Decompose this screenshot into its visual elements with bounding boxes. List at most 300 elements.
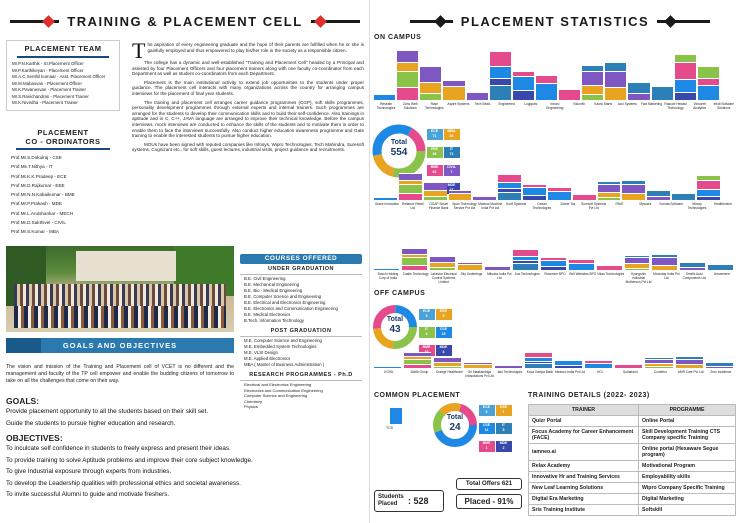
vision-text: The vision and mission of the Training and Placement cell of VCET is no different and the management and faculty of the TP cell empower and enable the budding citizens of tomorrow to take on all the challenges that come on their way. [6,364,234,384]
on-campus-tile: IT 71 [444,147,460,158]
students-placed-box [374,490,444,512]
on-row1-bar-segment [652,86,673,100]
on-row1-bar-segment [490,66,511,77]
on-row1-bar-segment [675,54,696,62]
on-row1-bar [536,75,557,100]
team-member: Mr.K.Nivedha - Placement Trainer [12,100,78,105]
on-campus-tile: CIVIL 7 [444,165,460,176]
off-row1-bar-segment [652,265,677,270]
common-total-label: Total [446,414,464,421]
on-row1-label: Kaoru Starts [594,102,613,106]
on-row2-bar [622,180,645,200]
on-campus-labels-row2 [374,202,736,210]
off-campus-tile: EEE 9 [436,309,452,320]
programme-cell: Employability skills [639,472,736,483]
on-row2-bar-segment [548,191,571,200]
on-row1-label: Accl Systems [617,102,637,106]
training-row [529,444,736,461]
objective-item: To inculcate self confidence in students to freely express and present their ideas. [6,445,231,452]
on-row2-label: Sonata Software [659,202,683,206]
off-row2-label: Orange Healthcare [435,370,463,374]
on-campus-tile: EEE 48 [427,147,443,158]
off-row1-bar-segment [485,266,510,270]
on-row1-bar [490,51,511,100]
programme-cell: Digital Marketing [639,494,736,505]
team-heading: PLACEMENT TEAM [24,44,102,53]
team-list [7,61,119,110]
on-row1-bar-segment [582,85,603,95]
off-row1-bar [430,256,455,270]
on-row1-bar-segment [605,87,626,100]
on-campus-tile: MBA 36 [444,129,460,140]
on-row1-bar [559,89,580,100]
ug-course: B.E. Computer Science and Engineering [244,294,322,299]
rp-course: Computer Science and Engineering [244,393,308,399]
on-row2-bar [697,175,720,200]
on-row2-bar-segment [399,193,422,200]
off-row1-label: Lakestar Electrical Control Systems Limited [430,272,457,284]
on-row2-bar-segment [622,184,645,193]
on-row1-label: Zoho Web Solutions [402,102,418,110]
on-row2-label: GOAP Smart Finance Bank [428,202,449,210]
on-row2-label: Grace Innovation [374,202,400,206]
on-row2-bar [672,193,695,201]
off-row1-bar-segment [513,249,538,256]
trainer-cell: iamneo.ai [529,444,639,461]
off-row2-bar [645,357,672,368]
on-row1-bar-segment [420,93,441,100]
rp-course: Electronics and Communication Engineering [244,387,323,393]
on-row2-bar [399,173,422,200]
off-row2-label: JAWA Group [410,370,429,374]
objective-item: To provide training to solve Aptitude problems and improve their core subject knowledge. [6,456,253,464]
intro-text [132,38,364,156]
training-col-trainer: TRAINER [529,405,639,416]
on-row2-bar-segment [697,189,720,196]
off-row1-bar [485,266,510,270]
on-row1-bar-segment [397,50,418,63]
on-row2-bar-segment [449,193,472,201]
on-row2-bar-segment [399,184,422,193]
on-row2-bar-segment [374,197,397,200]
off-row2-bar-segment [555,365,582,368]
pg-heading: POST GRADUATION [270,328,332,334]
off-row1-bar-segment [430,267,455,270]
off-row1-bar-segment [652,257,677,264]
off-row2-label: Meanzo India Pvt Ltd [555,370,585,374]
programme-cell: Online portal (Hexaware Segue program) [639,444,736,461]
on-row2-bar-segment [523,187,546,195]
on-row1-bar [582,65,603,100]
off-row2-bar [374,366,401,368]
ug-course: B.E. Mechanical Engineering [244,282,300,287]
on-row1-bar-segment [628,93,649,100]
pg-course: M.E. Applied Electronics [244,356,291,361]
drop-cap: T [132,38,146,63]
on-row2-bar-segment [598,197,621,200]
off-row1-bar-segment [597,265,622,270]
on-row1-bar [443,80,464,100]
trainer-cell: Focus Academy for Career Enhancement (FACE) [529,427,639,444]
off-row1-bar [625,255,650,270]
on-row2-label: Mytvairs [639,202,652,206]
on-row1-label: Fact Marketing [640,102,662,106]
on-row2-bar-segment [523,195,546,200]
off-row1-bar [708,264,733,270]
off-row1-bar-segment [541,266,566,270]
on-row1-bar-segment [605,62,626,70]
on-row1-bar-segment [420,82,441,93]
common-tile: EEE 1 [496,405,512,416]
on-row2-bar [523,184,546,200]
off-row2-bar-segment [434,366,461,368]
page-title-right: PLACEMENT STATISTICS [453,14,657,29]
on-campus-tile: BME 62 [427,165,443,176]
team-box [6,40,120,111]
off-row2-bar [495,365,522,368]
on-row2-bar-segment [573,194,596,200]
on-row1-bar-segment [490,51,511,66]
off-row1-label: Kyungshin Industrial Motherson Pvt Ltd [625,272,652,284]
off-row2-bar [555,359,582,368]
off-campus-labels-row2 [374,370,736,378]
goals-banner [6,338,234,353]
on-campus-tile: ECE 71 [427,129,443,140]
rp-course: Chemistry [244,398,263,404]
goal-item: Guide the students to pursue higher education and research. [6,419,176,427]
coordinator: Prof.Mr.P.Prakash - MDE [11,201,62,207]
on-row2-bar-segment [399,173,422,180]
on-row2-bar [473,196,496,201]
off-row1-label: Bell Websites BPO [569,272,597,276]
page-title-left: TRAINING & PLACEMENT CELL [59,14,310,29]
intro-para: The training and placement cell arranges career guidance programmes (CGP), soft skills programmes, personality development programmes through external experts and internal trainers. Such programmes are arranged for the students to develop their communication skills and to build their self-confidence. Also trainings in aptitude and in C, C++, JAVA language are arranged to improve their technical knowledge. Before the campus interviews, mock interviews are conducted to enhance the skills of the students and to motivate them in order to enable them to face the interviews successfully. Also conduct higher education awareness programme and Gate training to enable the interested students to pursue higher education. [132,99,364,139]
off-row1-label: Jsw Technologies [514,272,540,276]
objective-item: To develop the Leadership qualities with professional ethics and societal awareness. [6,479,241,487]
on-total-value: 554 [390,147,408,158]
on-row2-bar-segment [498,174,521,182]
off-row1-bar-segment [402,257,427,264]
on-row1-bar-segment [420,66,441,81]
on-row1-bar [605,62,626,100]
on-row1-bar [652,86,673,100]
programme-cell: Online Portal [639,416,736,427]
ug-course: B.E. Electronics and Communication Engineering [244,306,338,311]
coord-heading-1: PLACEMENT [37,128,89,137]
group-photo [6,246,234,332]
rp-course: Electrical and Electronics Engineering [244,382,312,387]
off-row1-bar [597,265,622,270]
off-row1-label: Rosemire BPO [544,272,566,276]
on-row1-bar-segment [698,78,719,85]
total-offers-box: Total Offers 621 [456,478,522,490]
objective-item: To give Industrial exposure through experts from industries. [6,468,172,475]
trainer-cell: Innovative Hr and Training Services [529,472,639,483]
training-row [529,483,736,494]
trainer-cell: Relax Academy [529,461,639,472]
off-row1-label: Castle Technology [402,272,429,276]
off-row2-label: Sri Maakambiga Infosolutions Pvt Ltd [465,370,494,378]
common-bar [390,408,402,424]
off-row2-bar [676,356,703,368]
off-row2-label: Kova Vompa Bank [526,370,553,374]
off-row1-label: Mitsuba India Pvt Ltd [487,272,512,280]
programme-cell: Motivational Program [639,461,736,472]
team-member: Mr.P.Karthikeyan - Placement Officer [12,67,84,73]
goals-heading: GOALS: [6,396,40,406]
coordinator-box [6,128,120,237]
off-row2-bar-segment [645,366,672,368]
team-member: Mr.K.Pavanesvari - Placement Trainer [12,87,86,92]
students-placed-value: : 528 [408,496,429,506]
off-total-value: 43 [389,324,401,335]
on-row1-bar-segment [605,71,626,88]
on-campus-tile: MDE [444,183,460,194]
on-row2-label: Mirosy Technologies [687,202,707,210]
intro-para: Placement is the main institutional activity to extend job opportunities to the students under proper guidance. The placement cell interacts with many organizations across the country for arranging campus interviews for the placement of final year students. [132,79,364,96]
programme-cell: Skill Development Training CTS Company specific Training [639,427,736,444]
objective-item: To invite successful Alumni to guide and motivate freshers. [6,491,170,498]
on-row1-bar-segment [513,76,534,90]
common-tile: IT 5 [496,423,512,434]
objectives-heading: OBJECTIVES: [6,433,63,443]
off-row2-bar-segment [374,366,401,368]
on-row1-label: Reseate Technologies [376,102,396,110]
trainer-cell: Quizr Portal [529,416,639,427]
on-row2-bar-segment [424,182,447,190]
on-row2-bar-segment [498,192,521,200]
on-row1-bar-segment [467,92,488,100]
right-panel [370,0,740,523]
off-row2-label: AMR Care Pvt Ltd [677,370,704,374]
on-row1-bar [467,92,488,100]
on-row2-bar-segment [622,193,645,200]
on-row2-label: Ocean Technologies [532,202,552,210]
on-row1-bar-segment [536,75,557,83]
off-campus-tile: MDE 3 [436,345,452,356]
programme-cell: Softskill [639,505,736,516]
trainer-cell: Sris Training Institute [529,505,639,516]
off-row2-label: Conethro [653,370,668,374]
ug-course: B.E. Electrical and Electronics Engineering [244,300,326,305]
off-row1-label: Bosch Holding Corp of India [377,272,399,280]
on-row2-bar-segment [647,196,670,200]
common-total-value: 24 [449,422,461,433]
trainer-cell: New Leaf Learning Solutions [529,483,639,494]
on-row1-bar-segment [397,71,418,88]
on-row1-label: Inboro Engineering [546,102,564,110]
on-row2-label: PAVE [615,202,624,206]
off-row2-label: KGISL [384,370,394,374]
on-row2-bar [573,194,596,200]
coordinator: Prof.Mr.D.Rajkumar - EEE [11,182,65,188]
on-row2-bar [548,187,571,201]
off-row2-bar-segment [585,363,612,368]
off-row1-bar-segment [680,267,705,270]
on-row2-bar [424,182,447,200]
coord-heading-2: CO - ORDINATORS [25,137,101,146]
coordinator: Prof.Mr.K.K.Pradeep - ECE [11,173,67,179]
off-row1-label: Vikas Technologies [597,272,625,276]
pg-course: M.E. Embedded System Technologies [244,344,317,349]
training-row [529,461,736,472]
off-row2-label: Zero Incidence [710,370,732,374]
training-body [529,416,736,516]
off-row1-label: Smells Auto Components Ltd [682,272,706,280]
on-row2-bar-segment [473,196,496,201]
on-row2-bar-segment [598,184,621,192]
on-row2-bar [598,181,621,200]
courses-box [240,254,362,410]
off-row2-label: Jani Technologies [497,370,523,374]
on-row2-label: Span Technology Service Pvt Ltd [452,202,477,210]
programme-cell: Wipro Company Specific Training [639,483,736,494]
placed-pct-box: Placed - 91% [456,494,522,509]
on-row2-bar-segment [697,180,720,189]
on-row1-bar-segment [628,82,649,93]
off-campus-labels-row1 [374,272,736,284]
off-campus-tile: CSE 15 [436,327,452,338]
on-row1-bar-segment [582,71,603,85]
on-row1-bar-segment [698,85,719,100]
on-row1-bar-segment [559,89,580,100]
on-row2-label: Kovil Systems [506,202,527,206]
training-row [529,494,736,505]
on-row2-bar [498,174,521,200]
ug-course: B.E. Medical Electronics [244,312,291,317]
ug-course: B.E. Bio - Medical Engineering [244,288,303,293]
goals-banner-text: GOALS AND OBJECTIVES [62,341,178,350]
on-row1-label: Engineered [498,102,515,106]
off-row2-bar [404,352,431,368]
coordinator: Prof.Ms.T.Nithya - IT [11,164,53,170]
off-row1-bar-segment [625,268,650,270]
common-heading: COMMON PLACEMENT [374,392,461,399]
off-row1-bar [652,254,677,270]
on-row1-label: Infoit Software Solutions [713,102,734,110]
common-tile: BME 1 [479,441,495,452]
off-row2-bar-segment [615,364,642,368]
training-col-programme: PROGRAMME [639,405,736,416]
pg-course: M.E. Computer Science and Engineering [244,338,322,343]
on-campus-heading: ON CAMPUS [374,34,422,41]
on-row1-bar-segment [582,94,603,100]
team-member: Mr.A.C.Senthil kumaar - Asst. Placement Officer [12,74,106,79]
common-tile: MDE 2 [496,441,512,452]
off-campus-bars-row2 [374,350,736,368]
off-row1-bar-segment [430,256,455,263]
coordinator: Prof.Mr.L.Arulshankar - MECH [11,210,74,216]
on-campus-bars-row2 [374,170,736,200]
coordinator: Prof.Mr.D.Sakthivel - CIVIL [11,220,66,226]
on-row1-bar [513,71,534,100]
common-donut [430,400,480,450]
off-row1-bar [402,248,427,270]
off-campus-bars-row1 [374,246,736,270]
training-row [529,427,736,444]
intro-para: The college has a dynamic and well-established "Training and Placement Cell" headed by a Principal and assisted by four Placement Officers and four placement trainers along with one faculty co-coordinator from each Department as well as student co-coordinators from each Department. [132,60,364,77]
on-row1-bar-segment [397,62,418,70]
off-row1-label: Moonday India Pvt Ltd [653,272,680,280]
common-tile: ECE 4 [479,405,495,416]
on-row1-bar [698,66,719,100]
on-row2-bar-segment [672,193,695,201]
off-row2-bar-segment [525,363,552,368]
coordinator: Prof.Mr.N.N.Kabaikumar - BME [11,192,75,198]
on-row1-label: Rasoob Hewasi Technology [664,102,687,110]
on-row1-bar [675,54,696,100]
off-total-label: Total [386,316,404,323]
ug-course: B.Tech. Information Technology [244,318,304,323]
off-row2-bar [585,360,612,368]
on-row1-bar-segment [536,83,557,100]
off-row1-bar-segment [708,264,733,270]
rp-heading: RESEARCH PROGRAMMES - Ph.D [249,372,353,378]
pg-course: M.E. VLSI Design [244,350,278,355]
off-row2-bar-segment [404,364,431,368]
off-row2-bar [706,362,733,368]
on-row1-bar-segment [698,66,719,77]
off-row1-bar [458,262,483,270]
goals-section [6,394,366,501]
on-row2-bar [647,190,670,200]
off-row2-bar-segment [676,364,703,368]
on-row2-bar-segment [424,196,447,200]
on-row1-bar-segment [675,62,696,79]
on-row1-label: Rave Technologies [425,102,444,110]
off-row2-bar [525,352,552,368]
on-row1-bar [628,82,649,100]
off-row1-bar [374,268,399,270]
on-row1-bar-segment [490,85,511,100]
off-row1-bar-segment [458,264,483,270]
on-row2-bar-segment [697,196,720,201]
on-row1-label: Tech Seals [474,102,491,106]
off-campus-tile: IT 3 [419,327,435,338]
on-row2-label: Suresoft Systems Pvt Ltd [581,202,607,210]
on-row1-bar-segment [675,79,696,92]
off-row2-bar-segment [706,366,733,368]
intro-para: he aspiration of every engineering graduate and the hope of their parents are fulfilled when he or she is gainfully employed and thus empowered to play his/her role in the society as a responsible citizen. [147,42,364,53]
on-row1-label: Logiques [524,102,538,106]
on-campus-bars-row1 [374,44,736,100]
left-title-banner [0,12,370,30]
on-row1-bar-segment [490,78,511,85]
on-total-label: Total [390,139,408,146]
off-row1-bar [541,257,566,270]
ug-course: B.E. Civil Engineering [244,276,286,281]
training-row [529,416,736,427]
off-row2-label: Sudarland [623,370,638,374]
off-row2-bar-segment [495,365,522,368]
on-row1-bar [397,50,418,100]
team-member: Mr.P.N.Karthik - Sr.Placement Officer [12,61,84,66]
right-title-banner [370,12,740,30]
on-row1-bar [374,94,395,100]
training-heading: TRAINING DETAILS (2022- 2023) [528,392,650,399]
on-row1-bar-segment [443,86,464,100]
on-row1-label: Visionfix [573,102,585,106]
off-row1-bar-segment [569,263,594,270]
off-campus-heading: OFF CAMPUS [374,290,426,297]
on-campus-labels-row1 [374,102,736,110]
intro-para: MOUs have been signed with reputed companies like Infosys, Wipro Technologies, Tech Mahindra, Suresoft systems, Cognizant etc., for soft skills, guest lectures, industrial visits, project guidance and recruitments. [132,141,364,153]
on-row2-bar [374,197,397,200]
off-row1-bar [680,262,705,270]
on-row1-label: Aspire Systems [447,102,470,106]
off-campus-tile: BME [419,345,435,356]
trainer-cell: Digital Era Marketing [529,494,639,505]
